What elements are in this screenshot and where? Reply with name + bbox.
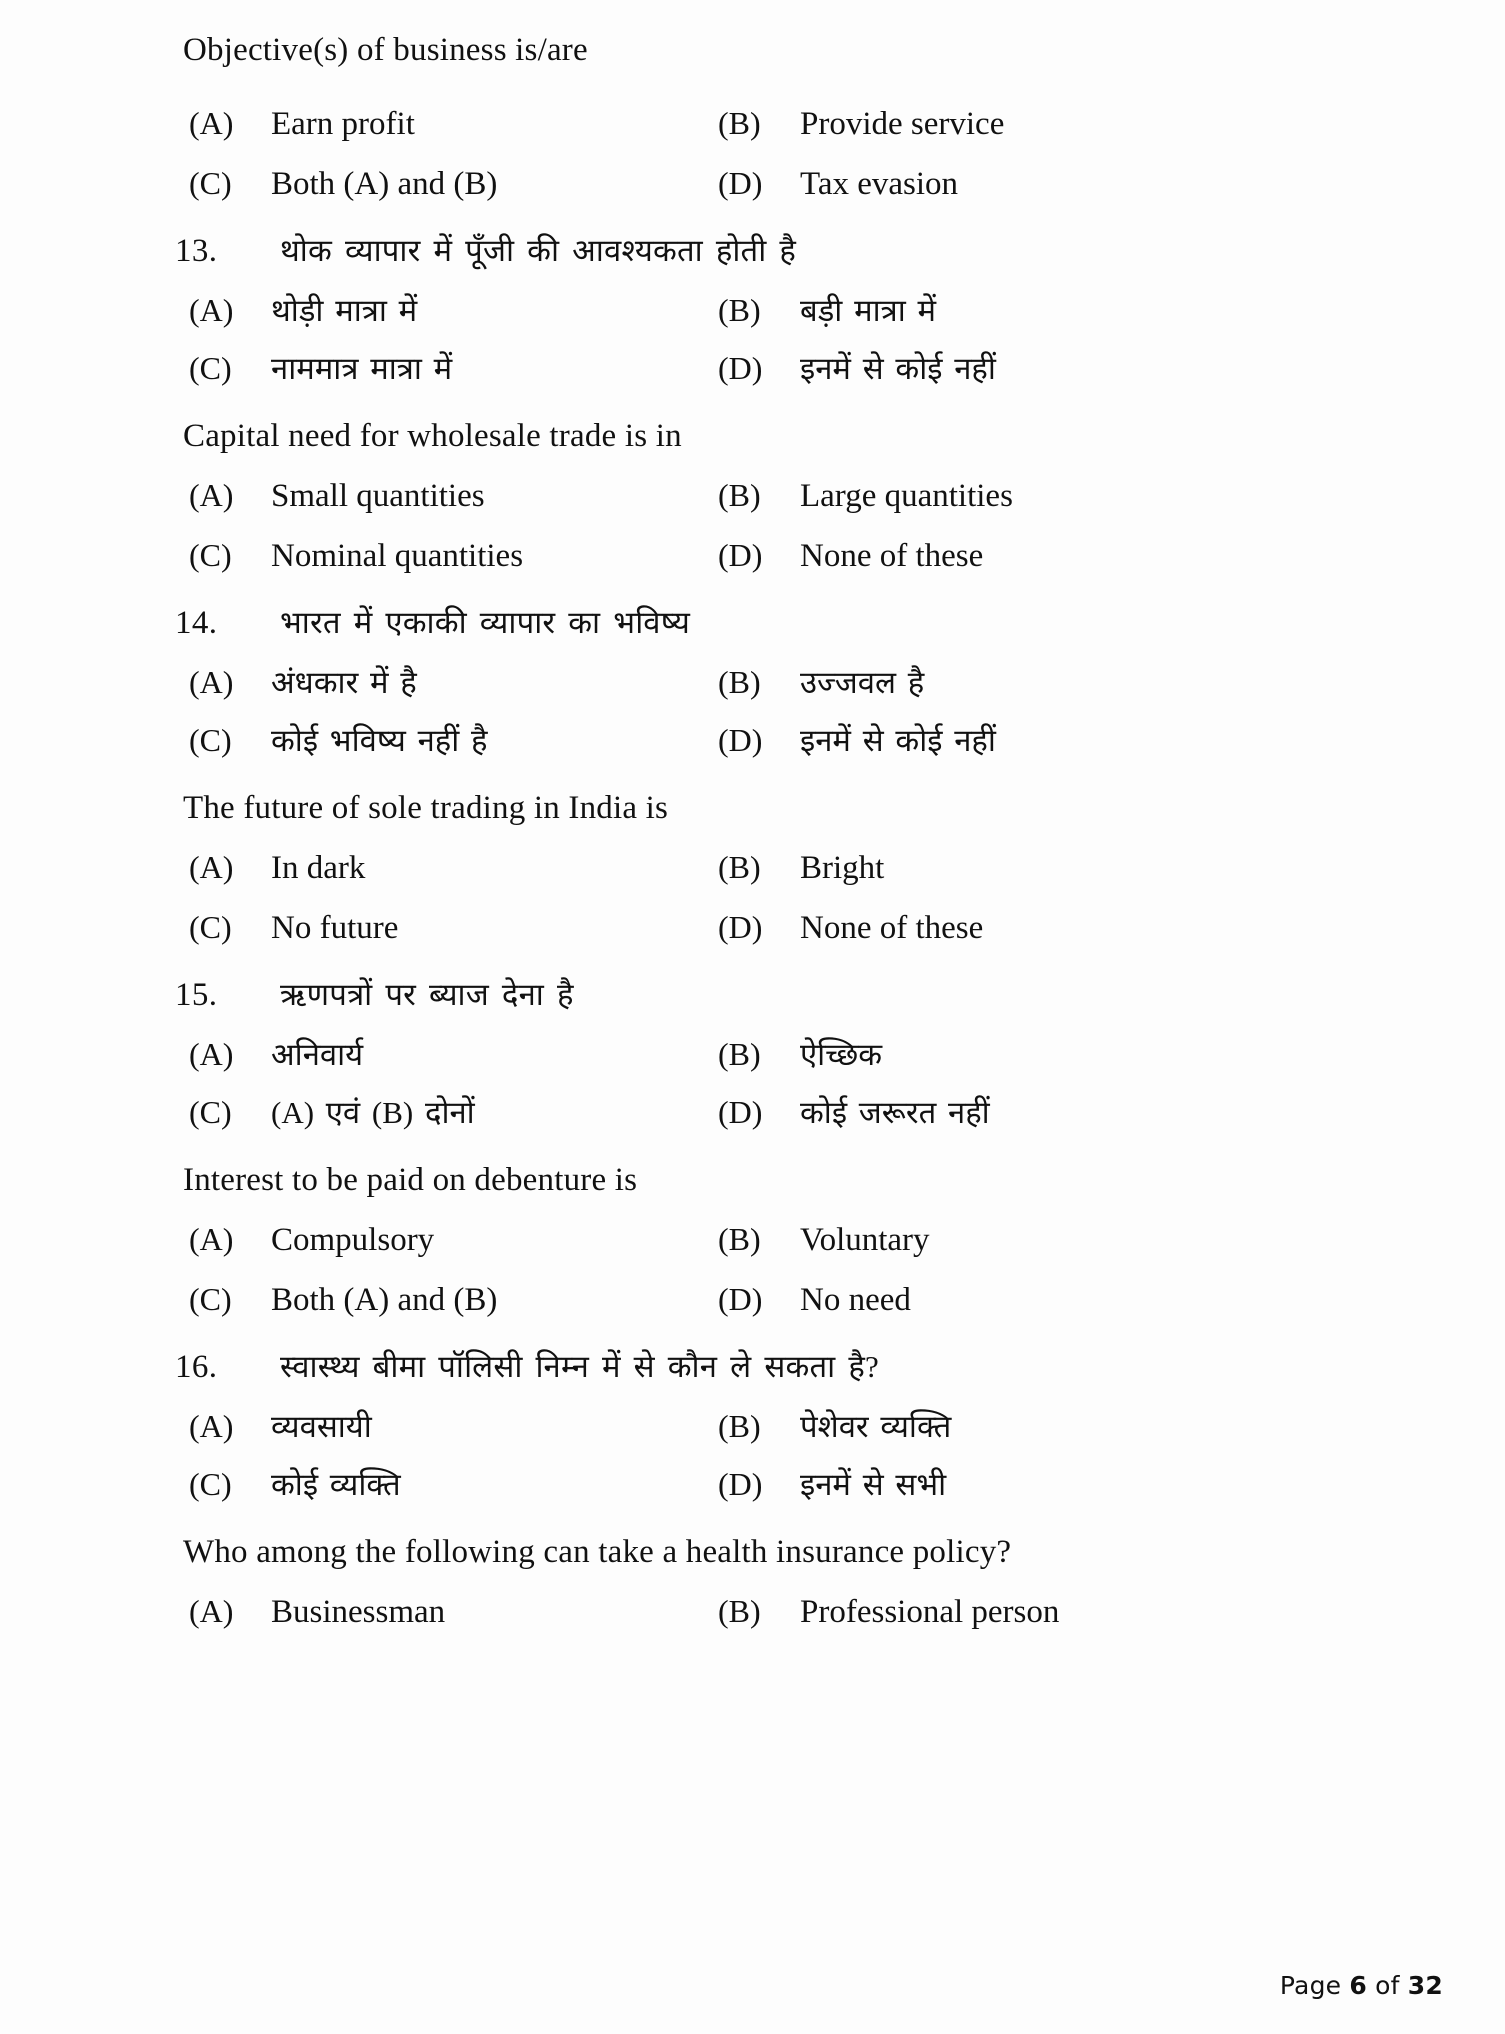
option-label: (B) [718, 105, 761, 141]
option-text: नाममात्र मात्रा में [271, 351, 453, 386]
option-text: Nominal quantities [271, 538, 524, 574]
option-d[interactable] [714, 1468, 1355, 1500]
option-text: In dark [271, 850, 366, 886]
option-a[interactable] [175, 1410, 714, 1442]
option-b[interactable] [714, 479, 1355, 513]
option-text: None of these [800, 538, 984, 574]
option-c[interactable] [175, 539, 714, 573]
option-b[interactable] [714, 1223, 1355, 1257]
option-d[interactable] [714, 724, 1355, 756]
option-text: Small quantities [271, 478, 485, 514]
option-a[interactable] [175, 666, 714, 698]
option-label: (D) [718, 165, 763, 201]
question-16-stem-english [175, 1536, 1355, 1569]
question-stem-top [175, 34, 1355, 67]
option-d[interactable] [714, 911, 1355, 945]
option-text: व्यवसायी [271, 1409, 372, 1444]
footer-total-pages: 32 [1407, 1971, 1443, 2000]
option-row [175, 294, 1355, 326]
option-label: (D) [718, 1094, 763, 1130]
option-row [175, 539, 1355, 573]
option-label: (A) [189, 105, 234, 141]
option-row [175, 911, 1355, 945]
option-text: अंधकार में है [271, 665, 417, 700]
option-label: (B) [718, 1036, 761, 1072]
option-label: (B) [718, 849, 761, 885]
question-number: 14. [175, 605, 218, 641]
option-text: थोड़ी मात्रा में [271, 293, 418, 328]
option-row [175, 1223, 1355, 1257]
option-label: (A) [189, 1408, 234, 1444]
footer-page-label: Page [1279, 1971, 1342, 2000]
option-label: (C) [189, 722, 232, 758]
option-label: (D) [718, 1466, 763, 1502]
option-b[interactable] [714, 1595, 1355, 1629]
option-label: (A) [189, 1036, 234, 1072]
option-text: कोई जरूरत नहीं [800, 1095, 990, 1130]
option-text: कोई व्यक्ति [271, 1467, 401, 1502]
option-label: (D) [718, 909, 763, 945]
question-stem-text: Capital need for wholesale trade is in [183, 418, 682, 454]
footer-current-page: 6 [1349, 1971, 1367, 2000]
option-text: (A) एवं (B) दोनों [271, 1095, 475, 1130]
option-text: इनमें से कोई नहीं [800, 723, 996, 758]
option-label: (B) [718, 477, 761, 513]
option-text: Businessman [271, 1594, 446, 1630]
option-d[interactable] [714, 539, 1355, 573]
question-number: 15. [175, 977, 218, 1013]
question-content-area [175, 34, 1355, 1629]
option-row [175, 107, 1355, 141]
option-d[interactable] [714, 167, 1355, 201]
option-label: (B) [718, 1408, 761, 1444]
option-c[interactable] [175, 167, 714, 201]
option-label: (C) [189, 350, 232, 386]
option-label: (D) [718, 350, 763, 386]
option-label: (B) [718, 1221, 761, 1257]
option-row [175, 1283, 1355, 1317]
question-stem-text: Interest to be paid on debenture is [183, 1162, 638, 1198]
option-c[interactable] [175, 1283, 714, 1317]
question-13-stem-hindi [175, 235, 1355, 268]
option-b[interactable] [714, 1038, 1355, 1070]
question-stem-text: स्वास्थ्य बीमा पॉलिसी निम्न में से कौन ले सकता है? [280, 1349, 879, 1384]
option-label: (B) [718, 1593, 761, 1629]
question-number: 13. [175, 233, 218, 269]
option-row [175, 479, 1355, 513]
option-text: Compulsory [271, 1222, 435, 1258]
footer-of-label: of [1375, 1971, 1400, 2000]
option-label: (A) [189, 1221, 234, 1257]
option-d[interactable] [714, 1283, 1355, 1317]
option-label: (A) [189, 477, 234, 513]
option-b[interactable] [714, 666, 1355, 698]
option-text: Both (A) and (B) [271, 166, 498, 202]
option-label: (B) [718, 292, 761, 328]
option-a[interactable] [175, 479, 714, 513]
question-stem-text: ऋणपत्रों पर ब्याज देना है [280, 977, 574, 1012]
option-row [175, 1410, 1355, 1442]
option-label: (D) [718, 537, 763, 573]
option-text: No future [271, 910, 399, 946]
question-15-stem-english [175, 1164, 1355, 1197]
option-label: (A) [189, 292, 234, 328]
option-row [175, 851, 1355, 885]
option-text: Professional person [800, 1594, 1060, 1630]
option-text: Both (A) and (B) [271, 1282, 498, 1318]
option-text: उज्जवल है [800, 665, 925, 700]
option-label: (C) [189, 1466, 232, 1502]
option-row [175, 1096, 1355, 1128]
option-text: No need [800, 1282, 911, 1318]
option-label: (A) [189, 1593, 234, 1629]
option-a[interactable] [175, 851, 714, 885]
option-d[interactable] [714, 352, 1355, 384]
question-14-stem-english [175, 792, 1355, 825]
option-c[interactable] [175, 352, 714, 384]
option-b[interactable] [714, 107, 1355, 141]
option-a[interactable] [175, 107, 714, 141]
question-15-stem-hindi [175, 979, 1355, 1012]
option-label: (C) [189, 1094, 232, 1130]
option-row [175, 1468, 1355, 1500]
option-a[interactable] [175, 294, 714, 326]
option-text: Provide service [800, 106, 1005, 142]
option-text: Tax evasion [800, 166, 959, 202]
option-label: (A) [189, 664, 234, 700]
option-d[interactable] [714, 1096, 1355, 1128]
question-stem-text: Objective(s) of business is/are [183, 32, 588, 68]
option-label: (C) [189, 165, 232, 201]
option-b[interactable] [714, 294, 1355, 326]
option-a[interactable] [175, 1595, 714, 1629]
option-label: (C) [189, 909, 232, 945]
option-text: पेशेवर व्यक्ति [800, 1409, 952, 1444]
question-14-stem-hindi [175, 607, 1355, 640]
option-text: इनमें से कोई नहीं [800, 351, 996, 386]
option-text: Large quantities [800, 478, 1013, 514]
option-text: अनिवार्य [271, 1037, 364, 1072]
option-text: कोई भविष्य नहीं है [271, 723, 488, 758]
option-label: (C) [189, 537, 232, 573]
option-row [175, 1038, 1355, 1070]
option-text: ऐच्छिक [800, 1037, 883, 1072]
option-b[interactable] [714, 1410, 1355, 1442]
page-footer [1280, 1971, 1443, 2000]
question-stem-text: थोक व्यापार में पूँजी की आवश्यकता होती है [280, 233, 797, 268]
question-stem-text: Who among the following can take a health insurance policy? [183, 1534, 1012, 1570]
option-text: इनमें से सभी [800, 1467, 947, 1502]
option-a[interactable] [175, 1223, 714, 1257]
option-text: Earn profit [271, 106, 415, 142]
option-label: (D) [718, 1281, 763, 1317]
option-c[interactable] [175, 911, 714, 945]
option-row [175, 666, 1355, 698]
option-text: Voluntary [800, 1222, 930, 1258]
question-16-stem-hindi [175, 1351, 1355, 1384]
option-c[interactable] [175, 1096, 714, 1128]
option-c[interactable] [175, 1468, 714, 1500]
option-row [175, 724, 1355, 756]
option-label: (A) [189, 849, 234, 885]
option-c[interactable] [175, 724, 714, 756]
option-text: None of these [800, 910, 984, 946]
question-13-stem-english [175, 420, 1355, 453]
option-label: (C) [189, 1281, 232, 1317]
option-row [175, 167, 1355, 201]
question-stem-text: The future of sole trading in India is [183, 790, 669, 826]
option-row [175, 1595, 1355, 1629]
option-text: बड़ी मात्रा में [800, 293, 937, 328]
option-label: (D) [718, 722, 763, 758]
question-number: 16. [175, 1349, 218, 1385]
option-row [175, 352, 1355, 384]
option-label: (B) [718, 664, 761, 700]
option-b[interactable] [714, 851, 1355, 885]
option-a[interactable] [175, 1038, 714, 1070]
question-stem-text: भारत में एकाकी व्यापार का भविष्य [280, 605, 691, 640]
option-text: Bright [800, 850, 885, 886]
